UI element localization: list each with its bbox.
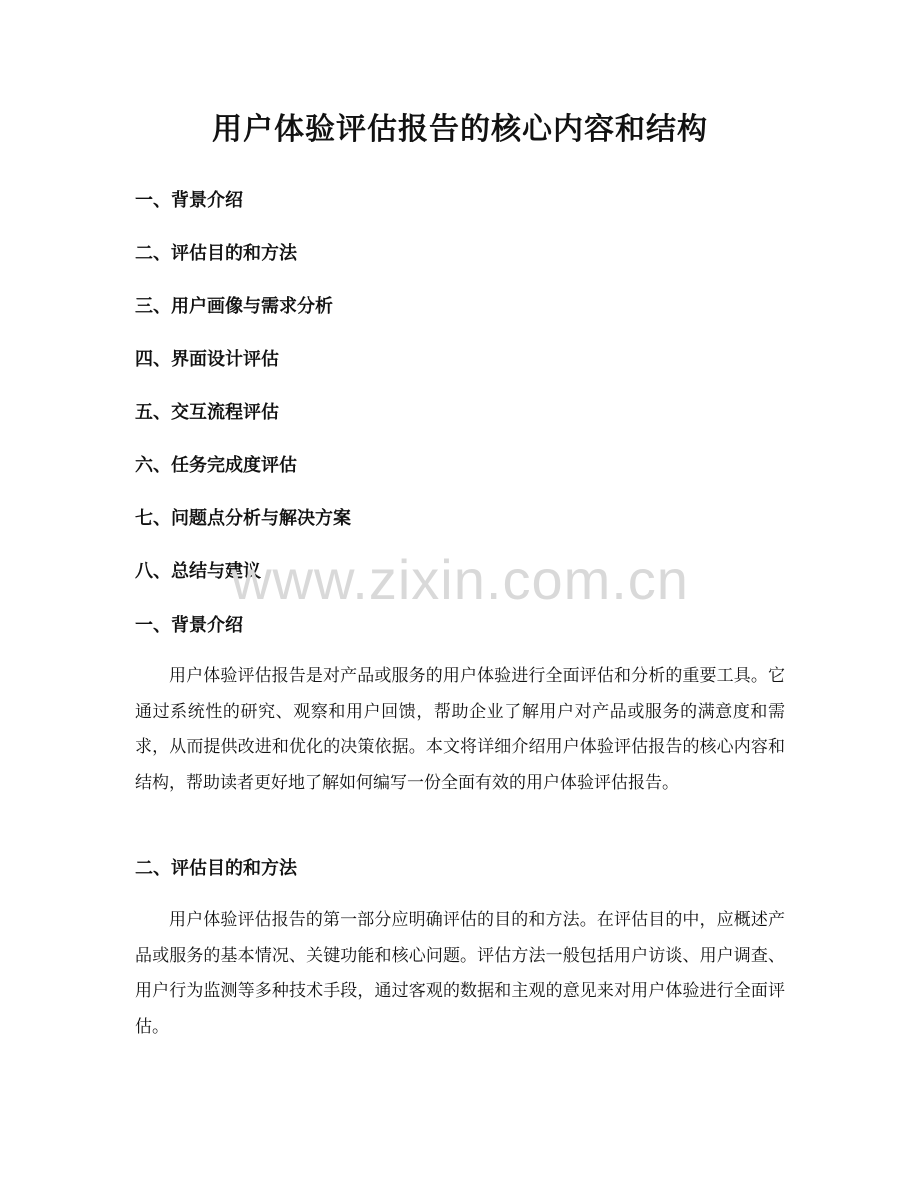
section-body-background: 用户体验评估报告是对产品或服务的用户体验进行全面评估和分析的重要工具。它通过系统性的研究、观察和用户回馈，帮助企业了解用户对产品或服务的满意度和需求，从而提供改进和优化的决策依据。本文将详细介绍用户体验评估报告的核心内容和结构，帮助读者更好地了解如何编写一份全面有效的用户体验评估报告。 (135, 666, 785, 793)
toc-item-1: 一、背景介绍 (135, 190, 243, 211)
section-body-purpose-method: 用户体验评估报告的第一部分应明确评估的目的和方法。在评估目的中，应概述产品或服务的基本情况、关键功能和核心问题。评估方法一般包括用户访谈、用户调查、用户行为监测等多种技术手段，通过客观的数据和主观的意见来对用户体验进行全面评估。 (135, 910, 785, 1037)
toc-item-6: 六、任务完成度评估 (135, 455, 297, 476)
toc-item-5: 五、交互流程评估 (135, 402, 279, 423)
toc-item-7: 七、问题点分析与解决方案 (135, 508, 351, 529)
toc-item-8: 八、总结与建议 (135, 561, 261, 582)
section-heading-background: 一、背景介绍 (135, 615, 243, 636)
toc-item-2: 二、评估目的和方法 (135, 243, 297, 264)
document-title: 用户体验评估报告的核心内容和结构 (212, 112, 708, 147)
section-heading-purpose-method: 二、评估目的和方法 (135, 858, 297, 879)
toc-item-4: 四、界面设计评估 (135, 349, 279, 370)
toc-item-3: 三、用户画像与需求分析 (135, 296, 333, 317)
watermark: www.zixin.com.cn (231, 548, 689, 611)
